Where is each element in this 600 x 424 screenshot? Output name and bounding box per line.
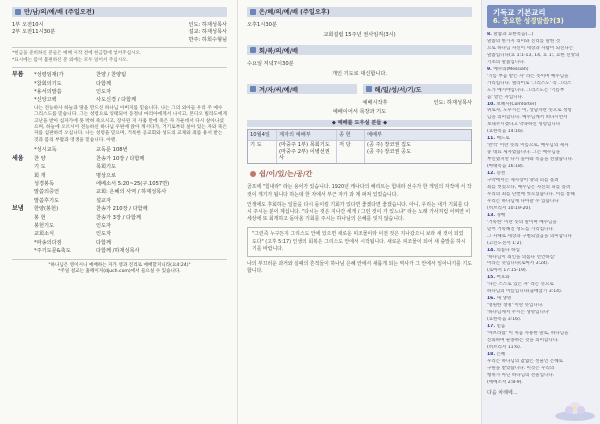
doctrine-title-box [487, 5, 596, 28]
group-label [12, 96, 34, 104]
group-label [12, 222, 34, 230]
group-label [12, 163, 34, 171]
entry-text: 말씀입니다(요 1:1-13, 14, 요 1:, 요한 신앙의 [487, 52, 580, 58]
group-label [12, 247, 34, 255]
order-value: 찬양 / 찬양팀 [96, 72, 127, 79]
order-item: 말씀후기도 [34, 197, 60, 204]
entry-number: 15. [487, 275, 496, 281]
to-be-continued: 다음 차례에... [487, 389, 518, 396]
divider [12, 259, 227, 260]
afternoon-time: 오후1시30분 [247, 22, 277, 28]
entry-text: (요한복음 14:16). [487, 129, 525, 135]
table-cell: 기 도 [250, 142, 262, 149]
middle-panel [237, 0, 481, 424]
entry-text: 구약에서는 제사장이 양의 피를 흘려 [487, 178, 559, 184]
entry-text: 죄를 씻었으나, 예수님은 자신의 피를 흘려 [487, 184, 571, 190]
doctrine-line [487, 164, 596, 171]
service-times [12, 22, 227, 44]
doctrine-line [487, 275, 596, 282]
service-time: 1부 오전10시 [12, 22, 44, 28]
service-role: 설교: 하재성목사 [188, 29, 227, 36]
order-value: 에베소서 5:20~25(구.1057면) [96, 180, 170, 187]
entry-text: (요한복음 3:16). [487, 317, 522, 323]
entry-text: '아브라함' 이 처음 사용한 말로, 하나님을 [487, 330, 569, 336]
divider [12, 67, 227, 68]
service-time: 2부 오전11시30분 [12, 29, 56, 36]
mustard-seed-header: 겨/자/씨/예/배 [247, 84, 357, 95]
doctrine-line [487, 60, 596, 67]
order-of-service [12, 71, 227, 255]
order-value: 사도신경 / 다함께 [96, 97, 137, 104]
entry-text: '거룩한' 이란 뜻의 말이며 예수님을 [487, 219, 557, 225]
doctrine-line [487, 213, 596, 220]
entry-text: 예수의(Messiah) [493, 66, 529, 72]
entry-text: 우리는 하나님께 나아갈 수 있습니다 [487, 198, 559, 204]
group-label [12, 214, 34, 222]
bible-prayer-info [363, 100, 473, 107]
section-icon [250, 9, 256, 15]
order-value: 인도자 [96, 231, 112, 238]
doctrine-line [487, 366, 596, 373]
entry-number: 12. [487, 171, 496, 177]
entry-number: 17. [487, 324, 496, 330]
entry-text: 그 자체로 세상과 구별되었음을 의미합니다 [487, 233, 572, 239]
doctrine-line [487, 67, 596, 74]
order-group [12, 105, 227, 146]
service-role: 인도: 하재성목사 [188, 22, 227, 28]
group-label [12, 80, 34, 88]
doctrine-line [487, 331, 596, 338]
order-group [12, 155, 227, 205]
table-cell: (공 주) 장코권 집도 (공 주) 장코권 공도 [364, 141, 471, 164]
order-value: 다함께 /하재성목사 [96, 248, 140, 255]
doctrine-line [487, 122, 596, 129]
group-label [12, 88, 34, 96]
doctrine-line [487, 303, 596, 310]
doctrine-line [487, 129, 596, 136]
order-item: *성시교독 [34, 147, 57, 154]
table-cell: 저 당 [336, 141, 364, 164]
spacer [12, 105, 34, 146]
doctrine-line [487, 268, 596, 275]
order-value: 찬송가 210장 / 다함께 [96, 206, 148, 213]
entry-text: (로마서 17:15-19). [487, 268, 528, 274]
wednesday-time: 수요일 저녁7시30분 [247, 60, 294, 67]
doctrine-line [487, 234, 596, 241]
entry-text: '하나님이 죄인을 의롭다 선언하심' [487, 254, 556, 260]
entry-text: '나는 스스로 있는 자' 라는 뜻으로 [487, 282, 554, 288]
recovery-service-header: 회/복/의/예/배 [247, 45, 472, 56]
entry-text: (히브리서 11:6). [487, 344, 522, 350]
doctrine-subtitle: 6. 중요한 성경말씀?(3) [493, 17, 564, 25]
doctrine-line [487, 359, 596, 366]
entry-text: 행위가 아닌 하나님의 선물입니다. [487, 372, 555, 378]
order-item: 찬 양 [34, 155, 46, 162]
afternoon-note: 교회설립 15주년 권사임직(3시) [323, 32, 396, 39]
bible-prayer-time: 예배시작후 [362, 99, 388, 106]
helpers-table [247, 129, 472, 164]
doctrine-line [487, 289, 596, 296]
entry-text: 도가 메시야입니다. 그리스도는 '기름부 [487, 87, 565, 93]
doctrine-line [487, 178, 596, 185]
doctrine-line [487, 199, 596, 206]
section-icon [15, 9, 21, 15]
left-footer: "하나님은 영이시니 예배하는 자가 영과 진리로 예배할지니라(요4:24)" *주일 설교는 홈페이지(djuch.com)에서 들으실 수 있습니다. [48, 262, 191, 274]
doctrine-line [487, 53, 596, 60]
order-item: 기 도 [34, 164, 46, 171]
order-value: 설교자 [96, 197, 112, 204]
entry-text: (마태복음 16:18). [487, 164, 525, 170]
order-value: 교독문 108번 [96, 147, 128, 154]
entry-text: 부인했지만 다시 돌아와 복음을 전했습니다. [487, 157, 574, 163]
order-value: 인도자 [96, 89, 112, 96]
rest-paragraph-3: 나의 부끄러운 과거와 실패의 흔적들이 하나님 은혜 안에서 새롭게 되는 역사가 그 안에서 일어나기를 기도합니다. [247, 261, 472, 275]
entry-text: 믿음 [496, 324, 506, 330]
morning-service-header: 만/남/의/예/배 (주일오전) [12, 6, 227, 17]
group-label [12, 146, 34, 154]
group-label: 부름 [12, 71, 24, 79]
table-header-cell: 계자의 예배부 [276, 130, 336, 140]
bible-prayer-column [363, 84, 473, 107]
order-item: *주기도문&축도 [34, 248, 71, 255]
doctrine-line [487, 317, 596, 324]
entry-number: 18. [487, 351, 496, 357]
table-cell: (마중주 1부) 목회기도 (마중주 2부) 이병선권사 [276, 141, 336, 164]
entry-text: 신뢰하며 순종하는 것을 의미합니다. [487, 337, 559, 343]
doctrine-line [487, 150, 596, 157]
entry-text: (고린도전서 1:2). [487, 240, 523, 246]
order-value: 목회기도 [96, 164, 117, 171]
entry-text: 새 생명 [496, 296, 512, 302]
doctrine-line [487, 345, 596, 352]
sub-services [247, 84, 472, 107]
entry-text: '반석' 이란 뜻의 이름으로, 예수님의 제자 [487, 143, 569, 149]
order-value: 교회: 은혜의 사역 / 하재성목사 [96, 189, 167, 196]
table-header-cell: 예배부 [364, 130, 471, 140]
doctrine-line [487, 81, 596, 88]
bible-prayer-leader: 인도: 하재성목사 [433, 99, 472, 106]
helpers-title: ◆ 예배를 도우실 분들 ◆ [247, 120, 472, 127]
doctrine-line [487, 296, 596, 303]
entry-text: 님을 의미합니다. 예수님께서 떠나시면서 [487, 115, 568, 121]
doctrine-line [487, 352, 596, 359]
doctrine-line [487, 282, 596, 289]
creed-text: 나는 전능하사 하늘과 땅을 만드신 하나님 아버지를 믿습니다. 나는 그의 외아들 우리 주 예수 그리스도를 믿습니다. 그는 성령으로 잉태되어 동정녀 마리아에게서 나시고, 본디오 빌라도에게 고난을 받아 십자가에 못 박혀 죽으시고, 장사된 지 사흘 만에 죽은 자 가운데서 다시 살아나셨으며, 하늘에 오르시어 전능하신 하나님 우편에 앉아 계시다가, 거기로부터 살아 있는 자와 죽은 자를 심판하러 오십니다. 나는 성령을 믿으며, 거룩한 공교회와 성도의 교제와 죄를 용서 받는 것과 몸의 부활과 영생을 믿습니다. 아멘. [34, 105, 227, 143]
doctrine-line [487, 192, 596, 199]
order-value: 다함께 [96, 80, 112, 87]
doctrine-title: 기독교 기본교리 [493, 8, 546, 17]
bible-prayer-header: 해/밀/성/서/기/도 [363, 84, 473, 95]
entry-text: 보혜사(Comforter) [496, 101, 537, 107]
section-icon [366, 86, 372, 92]
doctrine-line [487, 338, 596, 345]
entry-text: 구원을 받았습니다. 이것은 우리의 [487, 365, 555, 371]
entry-text: 음' 받은 자입니다. [487, 94, 524, 100]
doctrine-line [487, 88, 596, 95]
order-item: 말씀의증언 [34, 189, 60, 196]
entry-number: 11. [487, 136, 496, 142]
order-group [12, 205, 227, 255]
service-followup: 예배이어서 목장과 기도 [332, 108, 387, 115]
entry-number: 16. [487, 296, 496, 302]
order-item: 회 개 [34, 172, 46, 179]
entry-text: 우리는 하나님의 값없는 선물인 은혜로 [487, 358, 564, 364]
doctrine-line [487, 102, 596, 109]
entry-number: 10. [487, 101, 496, 107]
entry-text: '영원한 생명' 이란 뜻입니다. [487, 303, 544, 309]
rest-paragraph-2: 인생에도 후회하는 일들을 다시 돌이킬 기회가 있다면 좋겠다면 좋겠습니다. 아니, 우리는 내가 기회를 다시 주시는 분이 계십니다. "다시는 것은 지나간 세게 / 그런 것이 가 있느냐" 라는 노래 가사처럼 어쩌면 이 세상에 또 회개하고 돌아올 기회를 주시는 하나님의 은혜를 잊지 않습니다. [247, 201, 471, 223]
section-icon [250, 86, 256, 92]
section-icon [250, 47, 256, 53]
service-time-row [12, 29, 227, 36]
entry-text: (에베소서 2:8-9). [487, 379, 523, 385]
table-header-cell: 10월4일 [250, 131, 270, 138]
doctrine-line [487, 32, 596, 39]
entry-text: 말씀과 요한복음(...) [493, 32, 534, 37]
entry-text: '하나님께서 주시는 생명입니다' [487, 310, 550, 316]
doctrine-line [487, 373, 596, 380]
doctrine-line [487, 108, 596, 115]
order-value: 인도자 [96, 222, 112, 229]
entry-text: 승천 [496, 171, 506, 177]
order-item: 한양(봉헌) [34, 206, 59, 213]
table-header-cell: 종 헌 [336, 130, 364, 140]
order-item: *참회의기도 [34, 80, 62, 87]
doctrine-line [487, 136, 596, 143]
table-row [248, 140, 471, 164]
entry-text: 기초의 말씀입니다. [487, 59, 526, 65]
entry-text: 보내주시겠다고 약속하신 성령입니다 [487, 122, 561, 128]
flower-decoration-icon [553, 396, 597, 422]
doctrine-line [487, 115, 596, 122]
order-item: 봉헌기도 [34, 222, 55, 229]
mustard-seed-column [247, 84, 357, 107]
afternoon-service-header: 은/혜/의/예/배 (주일오후) [247, 6, 472, 17]
order-item: 교회소식 [34, 231, 55, 238]
doctrine-line [487, 157, 596, 164]
leaf-icon [250, 171, 256, 177]
entry-number: 13. [487, 212, 496, 218]
order-item: *파송의다짐 [34, 239, 62, 246]
group-label [12, 188, 34, 196]
doctrine-line [487, 261, 596, 268]
entry-text: 위로자, 도우시는 이, 상담자란 뜻으로 성령 [487, 108, 572, 114]
entry-text: 하나님의 이름입니다(출애굽기 3:14). [487, 289, 563, 295]
doctrine-line [487, 255, 596, 262]
doctrine-line [487, 185, 596, 192]
entry-text: 가리킵니다. 헬라어로 '그리스도' 즉 그리스 [487, 80, 572, 86]
scripture-quote: "그런즉 누구든지 그리스도 안에 있으면 새로운 피조물이라 이전 것은 지나갔으니 보라 새 것이 되었도다" (고후 5:17) 인생의 회복은 그리스도 안에서 시작됩니다. 새로운 피조물이 되어 새 출발을 하시기를 바랍니다. [247, 227, 472, 257]
order-value: 다함께 [96, 239, 112, 246]
group-label [12, 239, 34, 247]
entry-number: 9. [487, 66, 492, 72]
doctrine-line [487, 220, 596, 227]
right-panel [481, 0, 600, 424]
doctrine-line [487, 95, 596, 102]
group-label [12, 230, 34, 238]
rest-paragraph-1: 골프에 "힘내라" 라는 용어가 있습니다. 1920년 캐나다의 해리트는 힘내라 선수가 한 게임의 자작에 서 작 것이 게기가 됩니다 하는데 한 자에서 부근 자가 과 계 퍼져 있었습니다. [247, 184, 472, 198]
group-label: 보냄 [12, 205, 24, 213]
doctrine-line [487, 171, 596, 178]
group-label [12, 197, 34, 205]
doctrine-line [487, 241, 596, 248]
service-role: 반주: 하희수형님 [188, 36, 227, 43]
order-item: 봉 헌 [34, 214, 46, 221]
entry-text: 우리의 죄를 단번에 씻으셨습니다. 이를 통해 [487, 191, 575, 197]
notice-text: *헌금을 준비하신 분들은 예배 시작 전에 헌금함에 넣어주십시오. *표시에는 몸이 불편하신 분 외에는 모두 일어서 주십시오. [12, 51, 142, 63]
doctrine-line [487, 310, 596, 317]
order-value: 찬송가 10장 / 다함께 [96, 155, 145, 162]
table-header-row [248, 130, 471, 140]
group-label [12, 172, 34, 180]
doctrine-line [487, 248, 596, 255]
doctrine-line [487, 380, 596, 387]
entry-text: 여호와 [496, 275, 510, 281]
doctrine-line [487, 143, 596, 150]
entry-text: (히브리서 10:19-20). [487, 205, 532, 211]
entry-text: 베드로 [496, 136, 510, 142]
order-item: *신앙고백 [34, 97, 57, 104]
entry-text: 믿어 거룩해진 성도를 가리킵니다. [487, 226, 555, 232]
order-item: *용서의말씀 [34, 89, 62, 96]
order-group [12, 146, 227, 154]
order-item: *성령임재(가 [34, 72, 64, 79]
entry-text: 말씀의 한가지 의미와 진리를 말한 것 [487, 38, 561, 44]
group-label [12, 180, 34, 188]
doctrine-line [487, 206, 596, 213]
entry-text: 의롭다 하심 [496, 247, 520, 253]
rest-space-header: 쉼/이/있/는/공/간 [247, 168, 472, 179]
doctrine-line [487, 74, 596, 81]
entry-text: 중 대표 제자였습니다. 그는 예수님을 [487, 150, 561, 156]
order-item: 성경봉독 [34, 180, 55, 187]
entry-text: 경배 [496, 212, 506, 218]
order-value: 찬송가 3장 / 다함께 [96, 214, 142, 221]
group-label: 세움 [12, 154, 24, 162]
order-group [12, 71, 227, 105]
entry-text: 이라는 뜻입니다(로마서 3:24). [487, 261, 550, 267]
doctrine-text [487, 32, 596, 387]
entry-text: 은혜 [496, 351, 506, 357]
entry-number: 14. [487, 247, 496, 253]
doctrine-line [487, 227, 596, 234]
doctrine-line [487, 39, 596, 46]
entry-text: '기름 부음 받은 자' 라는 뜻이며 예수님을 [487, 73, 569, 79]
doctrine-line [487, 46, 596, 53]
left-panel [0, 0, 237, 424]
doctrine-line [487, 324, 596, 331]
entry-text: 으로 하나님 자신이 세상과 사람이 되신다는 [487, 45, 574, 51]
wednesday-note: 개인 기도로 대신합니다. [331, 71, 388, 78]
service-time-row [12, 37, 227, 44]
order-value: 명상으로 [96, 172, 117, 179]
entry-number: 8. [487, 32, 492, 37]
divider [12, 47, 227, 48]
